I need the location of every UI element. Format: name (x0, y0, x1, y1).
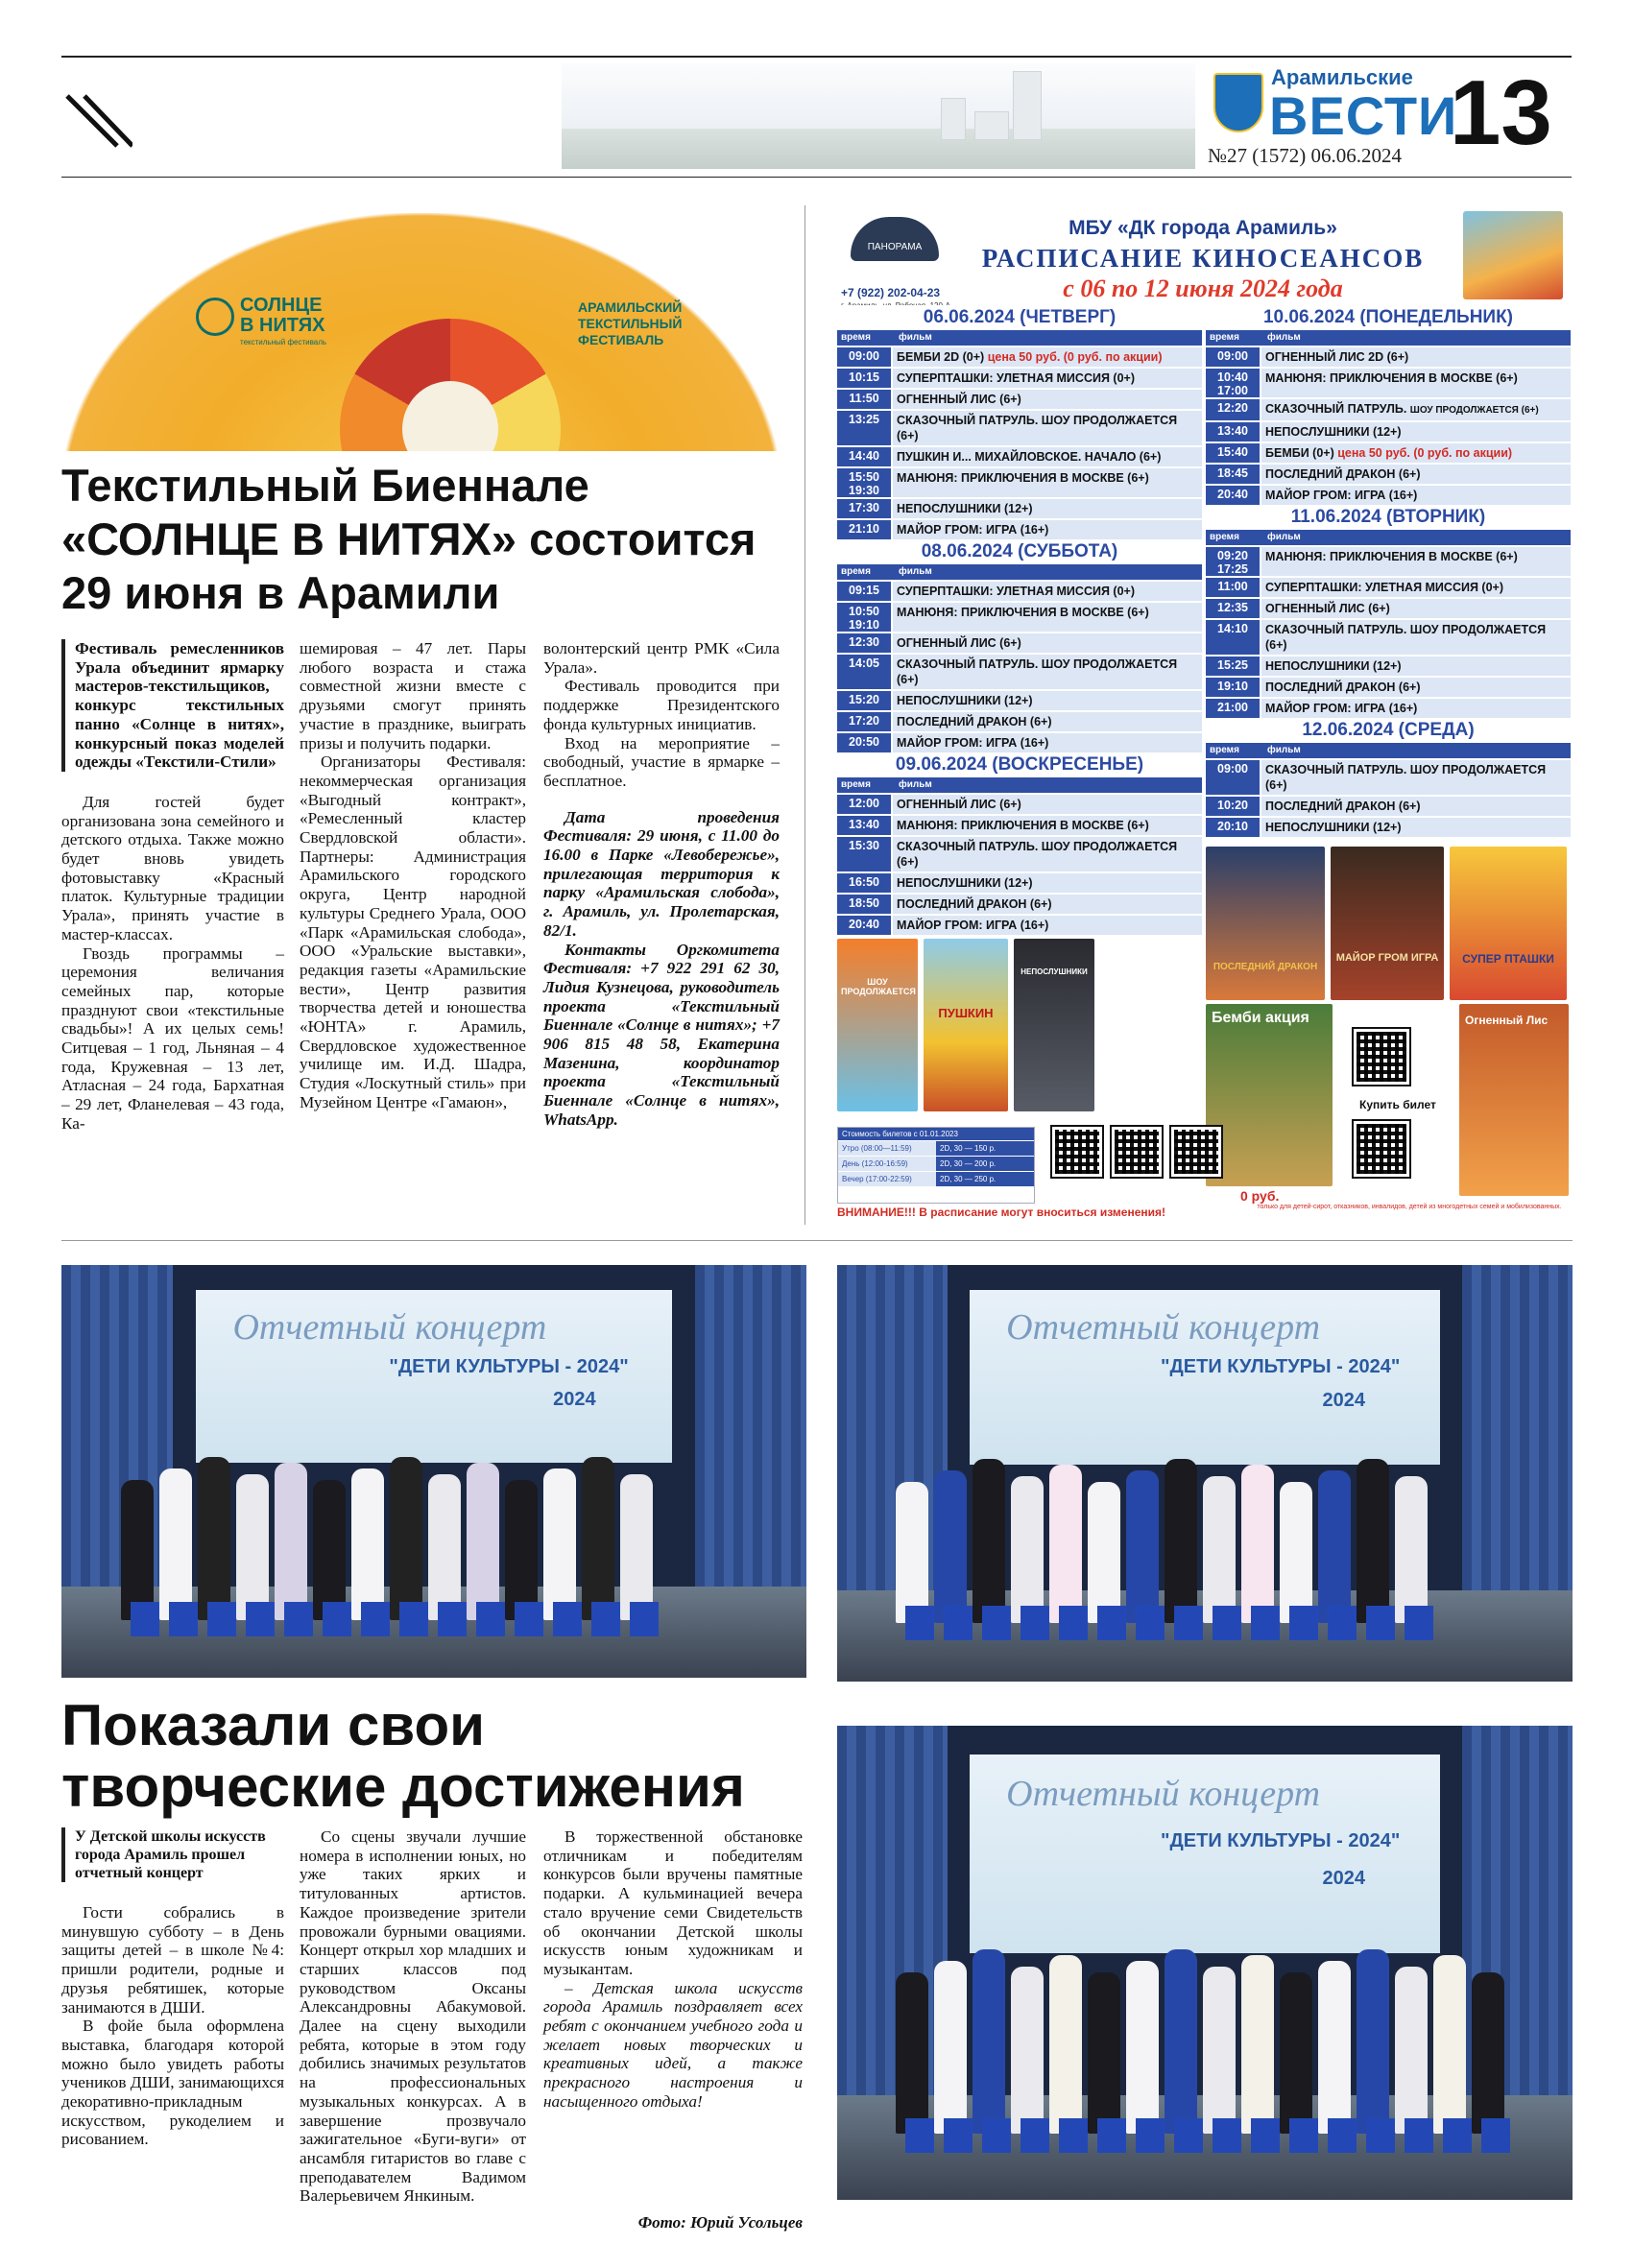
schedule-row (1206, 620, 1571, 655)
gift-bag (1443, 2118, 1472, 2153)
session-time: 10:20 (1206, 797, 1260, 816)
schedule-row (837, 411, 1202, 445)
gift-bag (1059, 2118, 1088, 2153)
performer (620, 1474, 653, 1620)
performer (121, 1480, 154, 1620)
gift-bag (1174, 2118, 1203, 2153)
schedule-row (1206, 760, 1571, 795)
performer (1395, 1967, 1428, 2134)
festival-headline: Текстильный Биеннале «СОЛНЦЕ В НИТЯХ» состоится 29 июня в Арамили (61, 460, 756, 618)
performer (505, 1480, 538, 1620)
performer (159, 1468, 192, 1620)
gift-bag (1481, 2118, 1510, 2153)
festival-column-1 (61, 639, 284, 1134)
schedule-table-header: время фильм (837, 564, 1202, 580)
schedule-row (837, 816, 1202, 835)
gift-bag (1405, 1606, 1433, 1640)
schedule-row (837, 468, 1202, 497)
session-film: НЕПОСЛУШНИКИ (12+) (893, 691, 1202, 710)
session-time: 20:40 (1206, 486, 1260, 505)
qr-code-icon[interactable] (1171, 1127, 1221, 1177)
schedule-row (837, 837, 1202, 871)
festival-contacts: Контакты Оргкомитета Фестиваля: +7 922 291 62 30, Лидия Кузнецова, руководитель проекта «Текстильный Биеннале «Солнце в нитях»; +7 906 815 48 58, Екатерина Мазенина, координатор проекта «Текстильный Биеннале «Солнце в нитях», WhatsApp. (543, 940, 780, 1129)
schedule-row (837, 712, 1202, 731)
session-time: 15:40 (1206, 443, 1260, 463)
session-film: НЕПОСЛУШНИКИ (12+) (1261, 422, 1571, 442)
gift-bag (591, 1602, 620, 1636)
session-film: БЕМБИ (0+) цена 50 руб. (0 руб. по акции) (1261, 443, 1571, 463)
gift-bag (1021, 2118, 1049, 2153)
town-crest-icon (1213, 73, 1263, 132)
schedule-row (1206, 657, 1571, 676)
festival-banner (61, 213, 781, 451)
gift-bag (284, 1602, 313, 1636)
schedule-row (1206, 399, 1571, 420)
performer (934, 1961, 967, 2134)
schedule-left-column (837, 305, 1202, 935)
gift-bag (131, 1602, 159, 1636)
festival-paragraph: Организаторы Фестиваля: некоммерческая организация «Выгодный контракт», «Ремесленный кластер Свердловской области». Партнеры: Администрация Арамильского городского округа, Центр народной культуры Среднего Урала, ООО «Парк «Арамильская слобода», ООО «Уральские выставки», редакция газеты «Арамильские вести», Центр развития творчества детей и юношества «ЮНТА» г. Арамиль, Свердловское художественное училище им. И.Д. Шадра, Студия «Лоскутный стиль» при Музейном Центре «Гамаюн», (300, 752, 526, 1111)
schedule-row (837, 691, 1202, 710)
schedule-row (1206, 818, 1571, 837)
gift-bag (944, 1606, 973, 1640)
poster-bambi: Бемби акция (1206, 1004, 1333, 1186)
festival-paragraph: Вход на мероприятие – свободный, участие в ярмарке – бесплатное. (543, 733, 780, 790)
performer (1165, 1949, 1197, 2134)
performers-group (121, 1457, 653, 1620)
session-time: 17:20 (837, 712, 891, 731)
schedule-row (1206, 422, 1571, 442)
session-film: ОГНЕННЫЙ ЛИС 2D (6+) (1261, 347, 1571, 367)
schedule-table-header: время фильм (837, 330, 1202, 346)
gift-bag (905, 1606, 934, 1640)
schedule-row (837, 582, 1202, 601)
performer (1126, 1961, 1159, 2134)
session-time: 15:25 (1206, 657, 1260, 676)
sun-logo-icon (196, 298, 234, 336)
session-film: НЕПОСЛУШНИКИ (12+) (1261, 657, 1571, 676)
schedule-row (1206, 443, 1571, 463)
prices-header: Стоимость билетов с 01.01.2023 (838, 1128, 1034, 1140)
gift-bag (1328, 2118, 1357, 2153)
performer (1433, 1955, 1466, 2134)
session-time: 09:00 (837, 347, 891, 367)
session-film: СКАЗОЧНЫЙ ПАТРУЛЬ. ШОУ ПРОДОЛЖАЕТСЯ (6+) (893, 837, 1202, 871)
performer (1280, 1482, 1312, 1624)
gift-bag (1097, 2118, 1126, 2153)
buy-ticket-qr-icon[interactable] (1354, 1121, 1409, 1177)
schedule-right-column (1206, 305, 1571, 837)
festival-column-3 (543, 639, 780, 1130)
gift-bag (1251, 1606, 1280, 1640)
gift-bag (905, 2118, 934, 2153)
schedule-table-header: время фильм (1206, 743, 1571, 758)
projection-screen: Отчетный концерт "ДЕТИ КУЛЬТУРЫ - 2024" 2024 (196, 1290, 673, 1464)
session-time: 14:05 (837, 655, 891, 689)
performer (1126, 1470, 1159, 1624)
schedule-row (1206, 578, 1571, 597)
performer (1357, 1949, 1389, 2134)
qr-code-icon[interactable] (1354, 1029, 1409, 1085)
schedule-row (1206, 699, 1571, 718)
session-film: НЕПОСЛУШНИКИ (12+) (893, 499, 1202, 518)
schedule-row (837, 390, 1202, 409)
cinema-dates: с 06 по 12 июня 2024 года (1063, 275, 1343, 302)
performer (467, 1463, 499, 1620)
session-time: 13:40 (1206, 422, 1260, 442)
schedule-row (837, 520, 1202, 539)
schedule-day-title: 10.06.2024 (ПОНЕДЕЛЬНИК) (1206, 305, 1571, 330)
session-film: ПОСЛЕДНИЙ ДРАКОН (6+) (893, 895, 1202, 914)
schedule-day-title: 06.06.2024 (ЧЕТВЕРГ) (837, 305, 1202, 330)
schedule-row (837, 873, 1202, 893)
schedule-row (1206, 465, 1571, 484)
session-film: ПОСЛЕДНИЙ ДРАКОН (6+) (1261, 465, 1571, 484)
session-film: СКАЗОЧНЫЙ ПАТРУЛЬ. ШОУ ПРОДОЛЖАЕТСЯ (6+) (893, 411, 1202, 445)
projection-screen: Отчетный концерт "ДЕТИ КУЛЬТУРЫ - 2024" 2024 (970, 1755, 1440, 1953)
performer (582, 1457, 614, 1620)
cinema-logo: ПАНОРАМА (851, 217, 939, 261)
performer (1088, 1972, 1120, 2134)
festival-paragraph: шемировая – 47 лет. Пары любого возраста и стажа совместной жизни вместе с друзьями смогут принять участие в празднике, выиграть призы и получить подарки. (300, 639, 526, 752)
schedule-warning: ВНИМАНИЕ!!! В расписание могут вноситься изменения! (837, 1206, 1165, 1219)
schedule-day-title: 08.06.2024 (СУББОТА) (837, 539, 1202, 564)
gift-bag (1213, 1606, 1241, 1640)
session-time: 21:00 (1206, 699, 1260, 718)
section-divider (61, 1240, 1573, 1241)
schedule-row (837, 895, 1202, 914)
gift-bag (1136, 1606, 1165, 1640)
session-film: МАЙОР ГРОМ: ИГРА (16+) (1261, 699, 1571, 718)
session-film: СКАЗОЧНЫЙ ПАТРУЛЬ. ШОУ ПРОДОЛЖАЕТСЯ (6+) (893, 655, 1202, 689)
schedule-table-header: время фильм (1206, 330, 1571, 346)
gift-bag (246, 1602, 275, 1636)
gift-bag (1251, 2118, 1280, 2153)
festival-logo-subtitle: текстильный фестиваль (240, 338, 327, 346)
schedule-row (837, 347, 1202, 367)
gift-bag (1366, 2118, 1395, 2153)
session-film: МАНЮНЯ: ПРИКЛЮЧЕНИЯ В МОСКВЕ (6+) (893, 816, 1202, 835)
festival-paragraph: Гвоздь программы – церемония величания семейных пар, которые празднуют свои «текстильные свадьбы»! А их целых семь! Ситцевая – 1 год, Льняная – 4 года, Кружевная – 13 лет, Атласная – 24 года, Бархатная – 29 лет, Фланелевая – 43 года, Ка- (61, 943, 284, 1133)
schedule-row (1206, 599, 1571, 618)
performer (1165, 1459, 1197, 1624)
session-time: 17:30 (837, 499, 891, 518)
gift-bag (169, 1602, 198, 1636)
session-film: МАЙОР ГРОМ: ИГРА (16+) (893, 520, 1202, 539)
cinema-heading: РАСПИСАНИЕ КИНОСЕАНСОВ (981, 244, 1425, 273)
concert-photo-2 (837, 1265, 1573, 1682)
buy-ticket-label: Купить билет (1359, 1098, 1436, 1111)
session-time: 13:40 (837, 816, 891, 835)
session-time: 09:15 (837, 582, 891, 601)
session-film: СУПЕРПТАШКИ: УЛЕТНАЯ МИССИЯ (0+) (1261, 578, 1571, 597)
gift-bag (1289, 1606, 1318, 1640)
schedule-row (837, 655, 1202, 689)
performer (1357, 1459, 1389, 1624)
photo-credit: Фото: Юрий Усольцев (637, 2213, 803, 2232)
gift-bag (476, 1602, 505, 1636)
gift-bag (1059, 1606, 1088, 1640)
qr-code-icon[interactable] (1052, 1127, 1102, 1177)
qr-code-icon[interactable] (1112, 1127, 1162, 1177)
cinema-phone: +7 (922) 202-04-23 (841, 286, 941, 299)
gift-bag (944, 2118, 973, 2153)
session-film: НЕПОСЛУШНИКИ (12+) (1261, 818, 1571, 837)
schedule-row (837, 499, 1202, 518)
session-film: МАНЮНЯ: ПРИКЛЮЧЕНИЯ В МОСКВЕ (6+) (893, 603, 1202, 632)
schedule-row (837, 603, 1202, 632)
session-film: ОГНЕННЫЙ ЛИС (6+) (893, 633, 1202, 653)
session-time: 14:10 (1206, 620, 1260, 655)
session-film: МАЙОР ГРОМ: ИГРА (16+) (1261, 486, 1571, 505)
newspaper-logo (1208, 63, 1458, 169)
school-lead: У Детской школы искусств города Арамиль прошел отчетный концерт (61, 1827, 284, 1882)
schedule-table-header: время фильм (837, 777, 1202, 793)
session-time: 21:10 (837, 520, 891, 539)
page-number: 13 (1450, 61, 1552, 164)
school-column-2 (300, 1827, 526, 2206)
session-film: ПОСЛЕДНИЙ ДРАКОН (6+) (1261, 797, 1571, 816)
session-time: 13:25 (837, 411, 891, 445)
session-film: МАНЮНЯ: ПРИКЛЮЧЕНИЯ В МОСКВЕ (6+) (893, 468, 1202, 497)
performers-group (896, 1949, 1504, 2134)
gift-bag (1136, 2118, 1165, 2153)
session-time: 10:15 (837, 369, 891, 388)
session-film: ПУШКИН И... МИХАЙЛОВСКОЕ. НАЧАЛО (6+) (893, 447, 1202, 466)
session-time: 10:40 17:00 (1206, 369, 1260, 397)
manyunya-poster-thumb (1463, 211, 1563, 299)
session-time: 15:30 (837, 837, 891, 871)
performer (1203, 1967, 1236, 2134)
poster-neposlushniki: НЕПОСЛУШНИКИ (1014, 939, 1094, 1111)
logo-small-text: Арамильские (1271, 65, 1413, 89)
gift-bag (1366, 1606, 1395, 1640)
cinema-organization: МБУ «ДК города Арамиль» (1069, 217, 1337, 239)
schedule-row (1206, 547, 1571, 576)
session-film: НЕПОСЛУШНИКИ (12+) (893, 873, 1202, 893)
performer (934, 1470, 967, 1624)
session-film: МАЙОР ГРОМ: ИГРА (16+) (893, 733, 1202, 752)
session-film: ОГНЕННЫЙ ЛИС (6+) (893, 795, 1202, 814)
schedule-day-title: 11.06.2024 (ВТОРНИК) (1206, 505, 1571, 530)
session-time: 14:40 (837, 447, 891, 466)
session-time: 20:40 (837, 916, 891, 935)
gift-bag (1405, 2118, 1433, 2153)
school-column-1 (61, 1827, 284, 2149)
header-bottom-rule (61, 177, 1572, 178)
session-film: МАЙОР ГРОМ: ИГРА (16+) (893, 916, 1202, 935)
gift-bag (399, 1602, 428, 1636)
gift-bag (1174, 1606, 1203, 1640)
session-time: 09:00 (1206, 347, 1260, 367)
header-top-rule (61, 56, 1572, 58)
session-film: БЕМБИ 2D (0+) цена 50 руб. (0 руб. по акции) (893, 347, 1202, 367)
issue-info: №27 (1572) 06.06.2024 (1208, 144, 1403, 167)
performer (973, 1949, 1005, 2134)
performer (1318, 1961, 1351, 2134)
session-time: 20:50 (837, 733, 891, 752)
school-paragraph: В фойе была оформлена выставка, благодаря которой можно было увидеть работы учеников ДШИ, занимающихся декоративно-прикладным искусством, рукоделием и рисованием. (61, 2017, 284, 2149)
session-time: 12:00 (837, 795, 891, 814)
header-town-photo (562, 63, 1195, 169)
session-time: 15:50 19:30 (837, 468, 891, 497)
ticket-prices: Стоимость билетов с 01.01.2023 Утро (08:00—11:59) 2D, 30 — 150 р. День (12:00-16:59) 2D, 30 — 200 р. Вечер (17:00-22:59) 2D, 30 — 250 р. (837, 1127, 1035, 1204)
logo-big-text: ВЕСТИ (1269, 85, 1458, 146)
performer (428, 1474, 461, 1620)
performer (1011, 1967, 1044, 2134)
session-time: 12:35 (1206, 599, 1260, 618)
school-paragraph: Со сцены звучали лучшие номера в исполнении юных, но уже таких ярких и титулованных артистов. Каждое произведение зрители провожали бурными овациями. Концерт открыл хор младших и старших классов под руководством Оксаны Александровны Абакумовой. Далее на сцену выходили ребята, которые в этом году добились значимых результатов на профессиональных музыкальных конкурсах. А в завершение прозвучало зажигательное «Буги-вуги» от ансамбля гитаристов во главе с преподавателем Вадимом Валерьевичем Янкиным. (300, 1827, 526, 2206)
performers-group (896, 1459, 1428, 1624)
festival-paragraph: Для гостей будет организована зона семейного и детского отдыха. Также можно будет вновь увидеть фотовыставку «Красный платок. Культурные традиции Урала», принять участие в мастер-классах. (61, 792, 284, 943)
school-quote: – Детская школа искусств города Арамиль поздравляет всех ребят с окончанием учебного года и желает новых творческих и креативных идей, а также прекрасного настроения и насыщенного отдыха! (543, 1978, 803, 2111)
performer (973, 1459, 1005, 1624)
session-time: 12:30 (837, 633, 891, 653)
performer (1203, 1476, 1236, 1624)
performer (1049, 1955, 1082, 2134)
gift-bag (630, 1602, 659, 1636)
performer (543, 1468, 576, 1620)
session-time: 09:00 (1206, 760, 1260, 795)
session-time: 12:20 (1206, 399, 1260, 420)
poster-ptashki: СУПЕР ПТАШКИ (1450, 847, 1567, 1000)
gift-bag (1021, 1606, 1049, 1640)
schedule-row (837, 916, 1202, 935)
performer (896, 1482, 928, 1624)
schedule-row (837, 369, 1202, 388)
session-film: МАНЮНЯ: ПРИКЛЮЧЕНИЯ В МОСКВЕ (6+) (1261, 369, 1571, 397)
performer (1280, 1972, 1312, 2134)
gift-bag (1328, 1606, 1357, 1640)
festival-paragraph: Фестиваль проводится при поддержке Президентского фонда культурных инициатив. (543, 677, 780, 733)
session-film: СКАЗОЧНЫЙ ПАТРУЛЬ. ШОУ ПРОДОЛЖАЕТСЯ (6+) (1261, 760, 1571, 795)
schedule-row (837, 633, 1202, 653)
poster-grom: МАЙОР ГРОМ ИГРА (1331, 847, 1444, 1000)
column-divider (804, 205, 805, 1225)
gift-bag (1097, 1606, 1126, 1640)
performer (1088, 1482, 1120, 1624)
poster-pushkin: ПУШКИН (924, 939, 1008, 1111)
projection-screen: Отчетный концерт "ДЕТИ КУЛЬТУРЫ - 2024" 2024 (970, 1290, 1440, 1465)
schedule-row (1206, 369, 1571, 397)
schedule-day-title: 09.06.2024 (ВОСКРЕСЕНЬЕ) (837, 752, 1202, 777)
performer (198, 1457, 230, 1620)
cinema-schedule (833, 205, 1573, 1219)
performer (275, 1463, 307, 1620)
gift-bag (515, 1602, 543, 1636)
session-time: 18:45 (1206, 465, 1260, 484)
session-time: 11:00 (1206, 578, 1260, 597)
session-film: ОГНЕННЫЙ ЛИС (6+) (893, 390, 1202, 409)
schedule-table-header: время фильм (1206, 530, 1571, 545)
festival-column-2 (300, 639, 526, 1112)
schedule-row (1206, 347, 1571, 367)
school-headline: Показали свои творческие достижения (61, 1693, 745, 1819)
gift-bag (553, 1602, 582, 1636)
gift-bag (207, 1602, 236, 1636)
session-time: 18:50 (837, 895, 891, 914)
session-time: 15:20 (837, 691, 891, 710)
section-slash-icon (63, 92, 132, 150)
schedule-row (837, 447, 1202, 466)
performer (1049, 1465, 1082, 1624)
performer (1011, 1476, 1044, 1624)
performer (1241, 1955, 1274, 2134)
session-film: МАНЮНЯ: ПРИКЛЮЧЕНИЯ В МОСКВЕ (6+) (1261, 547, 1571, 576)
session-film: СУПЕРПТАШКИ: УЛЕТНАЯ МИССИЯ (0+) (893, 582, 1202, 601)
poster-skazochny: ШОУ ПРОДОЛЖАЕТСЯ (837, 939, 918, 1111)
performer (313, 1480, 346, 1620)
festival-lead: Фестиваль ремесленников Урала объединит ярмарку мастеров-текстильщиков, конкурс текстильных панно «Солнце в нитях», конкурсный показ моделей одежды «Текстили-Стили» (61, 639, 284, 772)
session-time: 10:50 19:10 (837, 603, 891, 632)
session-time: 20:10 (1206, 818, 1260, 837)
session-film: ПОСЛЕДНИЙ ДРАКОН (6+) (1261, 678, 1571, 697)
performer (236, 1474, 269, 1620)
festival-paragraph: волонтерский центр РМК «Сила Урала». (543, 639, 780, 677)
session-film: ОГНЕННЫЙ ЛИС (6+) (1261, 599, 1571, 618)
gift-bag (1213, 2118, 1241, 2153)
gift-bag (438, 1602, 467, 1636)
session-film: ПОСЛЕДНИЙ ДРАКОН (6+) (893, 712, 1202, 731)
concert-photo-3 (837, 1726, 1573, 2200)
festival-name: АРАМИЛЬСКИЙ ТЕКСТИЛЬНЫЙ ФЕСТИВАЛЬ (578, 299, 683, 347)
performer (1395, 1476, 1428, 1624)
schedule-row (837, 733, 1202, 752)
schedule-footnote: только для детей-сирот, отказников, инвалидов, детей из многодетных семей и мобилизованных. (1257, 1204, 1562, 1210)
gift-bag (982, 2118, 1011, 2153)
session-time: 11:50 (837, 390, 891, 409)
schedule-row (1206, 797, 1571, 816)
performer (1241, 1465, 1274, 1624)
session-time: 19:10 (1206, 678, 1260, 697)
concert-photo-1 (61, 1265, 806, 1678)
session-film: СКАЗОЧНЫЙ ПАТРУЛЬ. ШОУ ПРОДОЛЖАЕТСЯ (6+) (1261, 399, 1571, 420)
performer (1472, 1972, 1504, 2134)
poster-lis: Огненный Лис (1459, 1004, 1569, 1196)
schedule-row (1206, 486, 1571, 505)
schedule-row (837, 795, 1202, 814)
gift-bag (361, 1602, 390, 1636)
schedule-row (1206, 678, 1571, 697)
zero-price-label: 0 руб. (1240, 1188, 1280, 1204)
gift-bag (323, 1602, 351, 1636)
performer (390, 1457, 422, 1620)
poster-dragon: ПОСЛЕДНИЙ ДРАКОН (1206, 847, 1325, 1000)
performer (896, 1972, 928, 2134)
performer (1318, 1470, 1351, 1624)
performer (351, 1468, 384, 1620)
festival-date-info: Дата проведения Фестиваля: 29 июня, с 11.00 до 16.00 в Парке «Левобережье», прилегающая территория к парку «Арамильская слобода», г. Арамиль, ул. Пролетарская, 82/1. (543, 807, 780, 940)
session-time: 16:50 (837, 873, 891, 893)
school-column-3 (543, 1827, 803, 2112)
gift-bag (982, 1606, 1011, 1640)
session-time: 09:20 17:25 (1206, 547, 1260, 576)
school-paragraph: Гости собрались в минувшую субботу – в День защиты детей – в школе №4: пришли родители, родные и друзья ребятишек, которые занимаются в ДШИ. (61, 1903, 284, 2017)
school-paragraph: В торжественной обстановке отличникам и победителям конкурсов были вручены памятные подарки. А кульминацией вечера стало вручение семи Свидетельств об окончании Детской школы искусств юным художникам и музыкантам. (543, 1827, 803, 1978)
schedule-day-title: 12.06.2024 (СРЕДА) (1206, 718, 1571, 743)
gift-bag (1289, 2118, 1318, 2153)
session-film: СУПЕРПТАШКИ: УЛЕТНАЯ МИССИЯ (0+) (893, 369, 1202, 388)
festival-logo-text: СОЛНЦЕ В НИТЯХ (240, 295, 325, 336)
session-film: СКАЗОЧНЫЙ ПАТРУЛЬ. ШОУ ПРОДОЛЖАЕТСЯ (6+) (1261, 620, 1571, 655)
